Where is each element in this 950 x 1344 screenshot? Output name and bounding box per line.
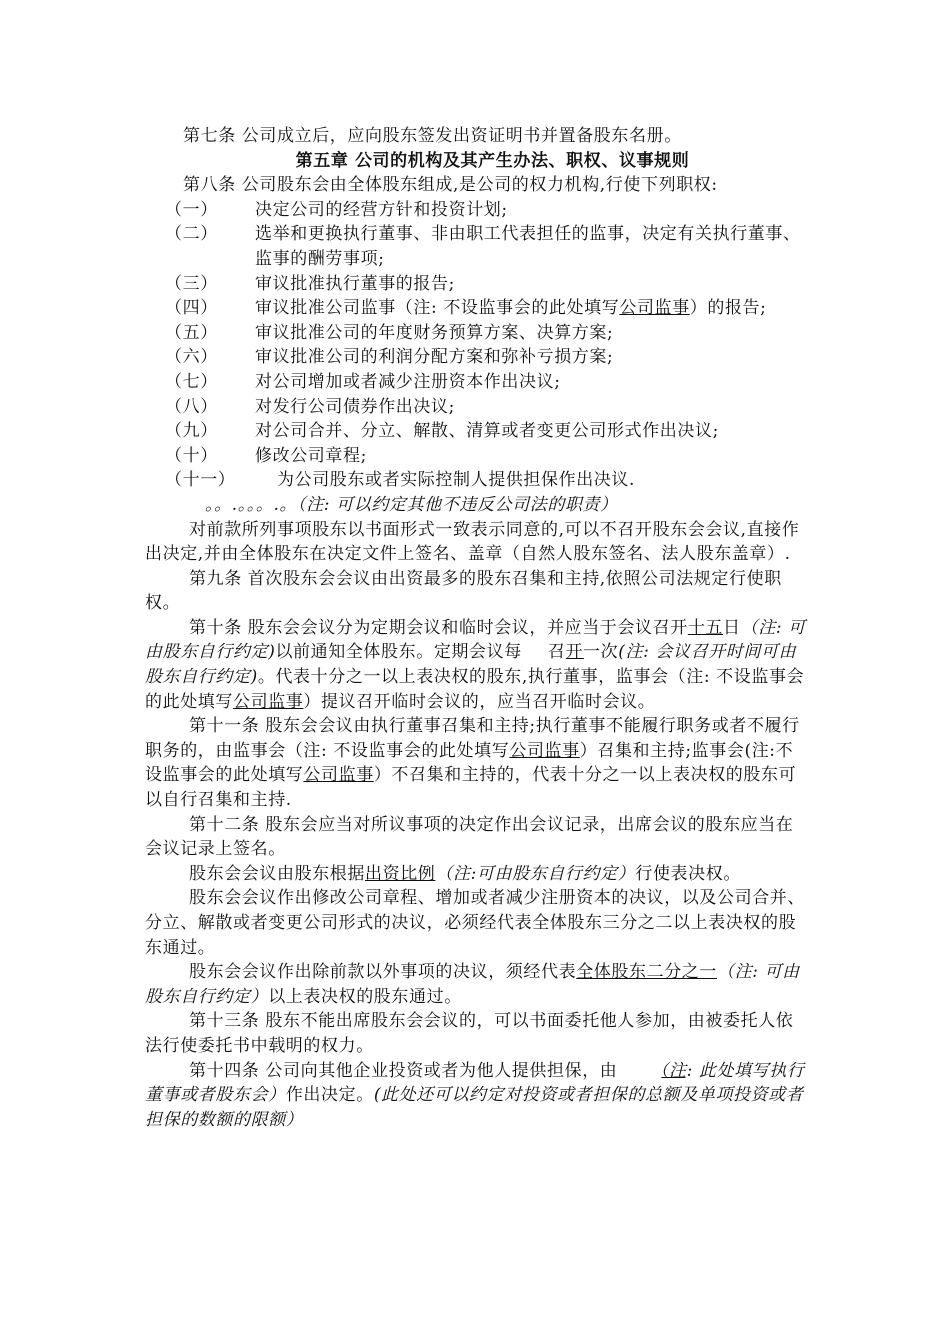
list-item [145, 370, 810, 395]
article-13: 第十三条 股东不能出席股东会会议的，可以书面委托他人参加，由被委托人依法行使委托书中载明的权力。 [145, 1011, 794, 1056]
item-text: 对发行公司债券作出决议; [255, 396, 455, 417]
item-number: （十） [165, 445, 218, 466]
note: （注: 可由股东自行约定) [145, 617, 806, 663]
article-11 [145, 714, 810, 812]
special-resolution: 股东会会议作出修改公司章程、增加或者减少注册资本的决议，以及公司合并、分立、解散或者变更公司形式的决议，必须经代表全体股东三分之二以上表决权的股东通过。 [145, 888, 805, 958]
ordinary-resolution [145, 960, 810, 1009]
text-part: 以前通知全体股东。定期会议每 [275, 642, 522, 663]
fill-in-value: 公司监事 [303, 765, 374, 786]
fill-in-value: 十五 [687, 617, 724, 638]
text-part: 召开一次 [547, 642, 619, 663]
article-10 [145, 616, 810, 714]
item-number: （八） [165, 396, 218, 417]
item-text: 审议批准公司的利润分配方案和弥补亏损方案; [255, 347, 614, 368]
article-7: 第七条 公司成立后，应向股东签发出资证明书并置备股东名册。 [183, 126, 682, 146]
article-14 [145, 1059, 810, 1133]
blank-field [617, 1059, 651, 1084]
article-9: 第九条 首次股东会会议由出资最多的股东召集和主持,依照公司法规定行使职权。 [145, 568, 782, 614]
item-number: （三） [165, 273, 218, 294]
item-number: （一） [165, 199, 218, 220]
note: （注: 可由股东自行约定） [145, 962, 800, 1007]
list-item [145, 468, 810, 493]
item-number: （九） [165, 421, 218, 442]
item-number: （六） [165, 347, 218, 368]
item-text: 修改公司章程; [255, 445, 367, 466]
text-part: 第十一条 股东会会议由执行董事召集和主持;执行董事不能履行职务或者不履行职务的，由监事会（注: 不设监事会的此处填写 [145, 716, 800, 761]
fill-in-value: 出资比例 [365, 863, 436, 884]
text-part: ）召集和主持;监事会(注:不设监事会的此处填写 [145, 740, 794, 786]
text-part: ）不召集和主持的，代表十分之一以上表决权的股东可以自行召集和主持. [145, 765, 797, 811]
article-8-lead: 第八条 公司股东会由全体股东组成,是公司的权力机构,行使下列职权: [183, 175, 718, 196]
item-text: 决定公司的经营方针和投资计划; [255, 199, 508, 220]
item-number: （二） [165, 224, 218, 245]
blank-field [522, 640, 548, 665]
item-text: 为公司股东或者实际控制人提供担保作出决议. [277, 470, 636, 491]
list-item [145, 296, 810, 321]
item-number: （四） [165, 298, 218, 319]
fill-in-value: 公司监事 [619, 298, 690, 319]
item-text: 审议批准公司的年度财务预算方案、决算方案; [255, 322, 614, 343]
article-12: 第十二条 股东会应当对所议事项的决定作出会议记录，出席会议的股东应当在会议记录上签名。 [145, 814, 794, 860]
text-part: 股东会会议作出除前款以外事项的决议，须经代表 [189, 962, 577, 983]
list-item [145, 444, 810, 469]
item-number: （十一） [165, 470, 236, 491]
list-item [145, 419, 810, 444]
item-text: 对公司增加或者减少注册资本作出决议; [255, 371, 561, 392]
text-part: 作出决定。 [285, 1085, 374, 1106]
list-item [145, 222, 810, 271]
chapter-5-title: 第五章 公司的机构及其产生办法、职权、议事规则 [295, 150, 690, 171]
item-text [255, 296, 810, 321]
text-part: 第十四条 公司向其他企业投资或者为他人提供担保，由 [189, 1060, 618, 1081]
vote-basis [145, 862, 810, 887]
text-part: 日 [723, 617, 741, 638]
fill-in-value: 公司监事 [509, 740, 580, 761]
list-item [145, 321, 810, 346]
list-item [145, 272, 810, 297]
text-part: ）提议召开临时会议的，应当召开临时会议。 [303, 691, 656, 712]
item-text: 对公司合并、分立、解散、清算或者变更公司形式作出决议; [255, 421, 719, 442]
item-text-part: 审议批准公司监事（注: 不设监事会的此处填写 [255, 298, 620, 319]
note: (此处还可以约定对投资或者担保的总额及单项投资或者担保的数额的限额） [145, 1085, 804, 1130]
item-text: 审议批准执行董事的报告; [255, 273, 455, 294]
note: （注:可由股东自行约定） [435, 863, 636, 884]
text-part: 。代表十分之一以上表决权的股东,执行董事，监事会（注: 不设监事会的此处填写 [145, 667, 805, 712]
note: （注: 此处填写执行董事或者股东会） [145, 1060, 805, 1106]
document-body [145, 124, 810, 1132]
item-text: 选举和更换执行董事、非由职工代表担任的监事，决定有关执行董事、监事的酬劳事项; [255, 224, 801, 269]
item-number: （五） [165, 322, 218, 343]
text-part: 第十条 股东会会议分为定期会议和临时会议，并应当于会议召开 [189, 617, 688, 638]
fill-in-value: 公司监事 [233, 691, 304, 712]
text-part: 行使表决权。 [635, 863, 741, 884]
text-part: 以上表决权的股东通过。 [268, 986, 462, 1007]
fill-in-value: 全体股东二分之一 [576, 962, 718, 983]
note: (注: 会议召开时间可由股东自行约定) [145, 642, 797, 688]
list-item [145, 345, 810, 370]
item-text-part: ）的报告; [689, 298, 767, 319]
consent-paragraph: 对前款所列事项股东以书面形式一致表示同意的,可以不召开股东会会议,直接作出决定,并由全体股东在决定文件上签名、盖章（自然人股东签名、法人股东盖章）. [145, 519, 800, 565]
list-item [145, 395, 810, 420]
other-duties-note: 。。.。。。.。（注: 可以约定其他不违反公司法的职责） [205, 494, 618, 515]
text-part: 股东会会议由股东根据 [189, 863, 365, 884]
item-number: （七） [165, 371, 218, 392]
list-item [145, 198, 810, 223]
